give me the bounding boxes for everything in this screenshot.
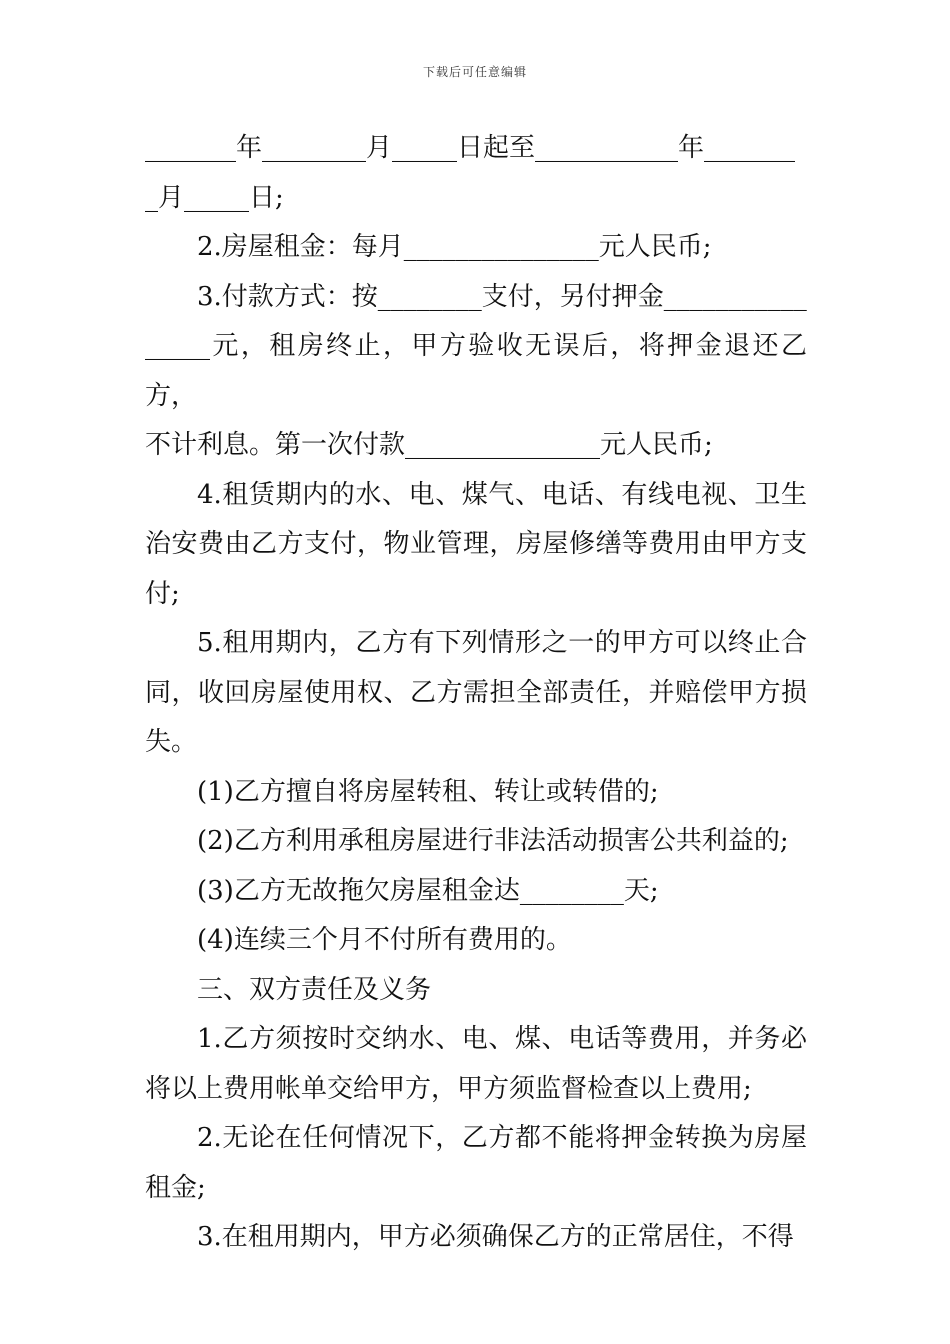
page-header: 下载后可任意编辑 bbox=[422, 65, 527, 79]
paragraph-date-range: _______年________月_____日起至___________年_______ bbox=[145, 133, 796, 163]
paragraph-termination: 5.租用期内，乙方有下列情形之一的甲方可以终止合同，收回房屋使用权、乙方需担全部责任，并赔偿甲方损失。 bbox=[145, 628, 807, 757]
section-heading-responsibilities: 三、双方责任及义务 bbox=[197, 974, 432, 1005]
paragraph-deposit-rule: 2.无论在任何情况下，乙方都不能将押金转换为房屋租金; bbox=[145, 1123, 807, 1203]
paragraph-payment-method: 3.付款方式：按________支付，另付押金___________ bbox=[197, 281, 807, 312]
list-item-unpaid-fees: (4)连续三个月不付所有费用的。 bbox=[197, 925, 572, 955]
paragraph-landlord-duty: 3.在租用期内，甲方必须确保乙方的正常居住，不得 bbox=[197, 1222, 794, 1252]
list-item-sublet: (1)乙方擅自将房屋转租、转让或转借的; bbox=[197, 776, 659, 807]
list-item-illegal-use: (2)乙方利用承租房屋进行非法活动损害公共利益的; bbox=[197, 826, 789, 856]
paragraph-utilities: 4.租赁期内的水、电、煤气、电话、有线电视、卫生治安费由乙方支付，物业管理，房屋修缮等费用由甲方支付; bbox=[145, 479, 807, 609]
document-body bbox=[145, 124, 807, 1263]
paragraph-fees-duty: 1.乙方须按时交纳水、电、煤、电话等费用，并务必将以上费用帐单交给甲方，甲方须监督检查以上费用; bbox=[145, 1024, 807, 1104]
paragraph-deposit: _____元，租房终止，甲方验收无误后，将押金退还乙方， bbox=[145, 331, 807, 411]
paragraph-date-range-end: _月_____日; bbox=[145, 182, 284, 213]
paragraph-first-payment: 不计利息。第一次付款_______________元人民币; bbox=[145, 430, 713, 460]
list-item-arrears: (3)乙方无故拖欠房屋租金达________天; bbox=[197, 875, 659, 906]
paragraph-rent: 2.房屋租金：每月_______________元人民币; bbox=[197, 232, 712, 262]
